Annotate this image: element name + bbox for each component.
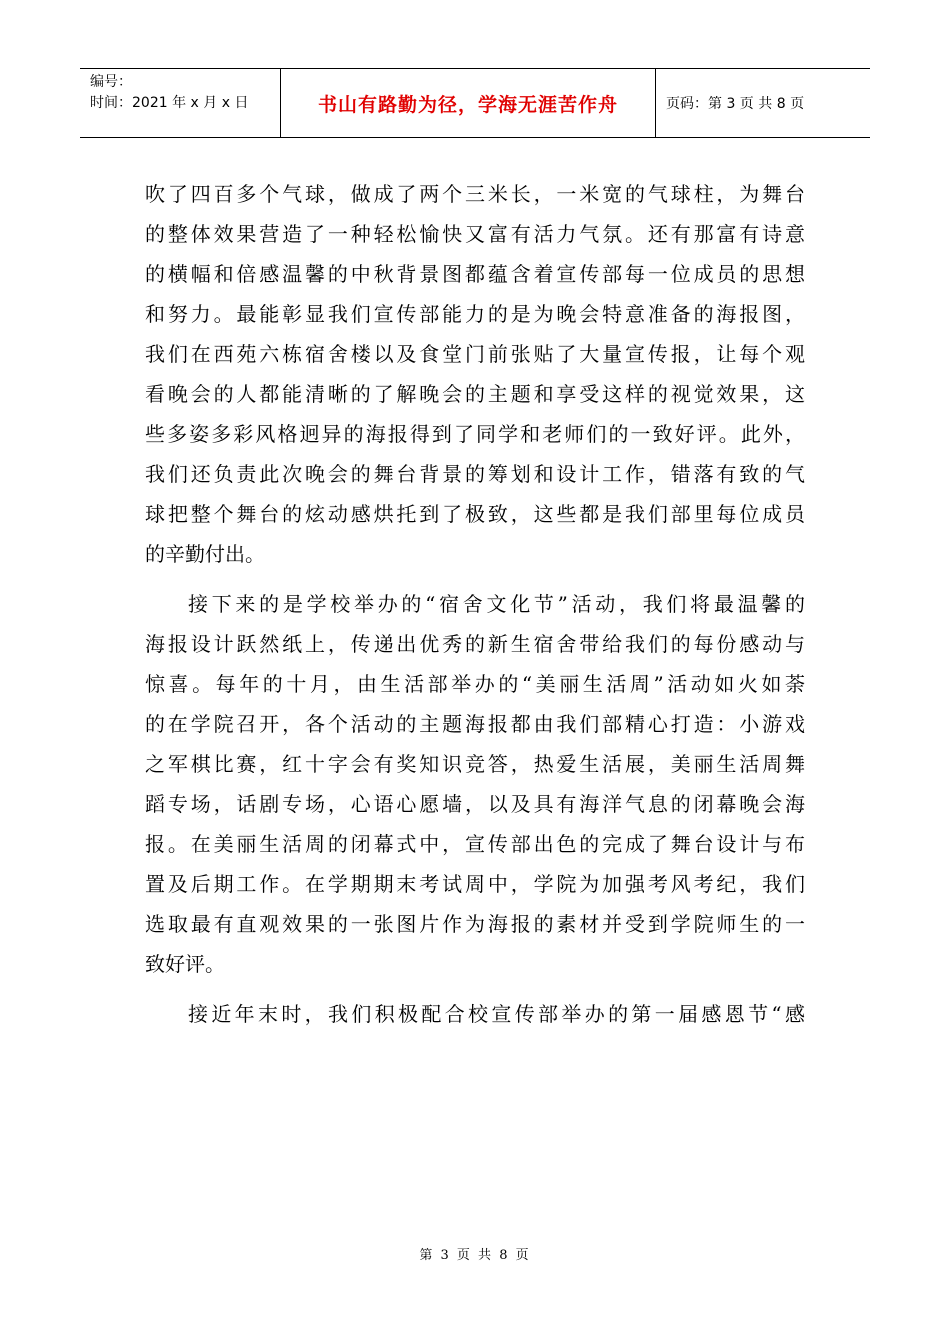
- text-line: 看晚会的人都能清晰的了解晚会的主题和享受这样的视觉效果，这: [145, 382, 805, 406]
- text-line: 和努力。最能彰显我们宣传部能力的是为晚会特意准备的海报图，: [145, 302, 805, 326]
- paragraph: [145, 994, 805, 1034]
- text-line: 接下来的是学校举办的“宿舍文化节”活动，我们将最温馨的: [188, 592, 805, 616]
- text-line: 球把整个舞台的炫动感烘托到了极致，这些都是我们部里每位成员: [145, 502, 805, 526]
- text-line: 之军棋比赛，红十字会有奖知识竞答，热爱生活展，美丽生活周舞: [145, 752, 805, 776]
- text-line: 致好评。: [145, 952, 225, 976]
- text-line: 吹了四百多个气球，做成了两个三米长，一米宽的气球柱，为舞台: [145, 182, 805, 206]
- text-line: 报。在美丽生活周的闭幕式中，宣传部出色的完成了舞台设计与布: [145, 832, 805, 856]
- document-body: [145, 174, 805, 1034]
- page-footer: 第 3 页 共 8 页: [419, 1248, 531, 1263]
- paragraph-gap: [145, 574, 805, 584]
- text-line: 我们在西苑六栋宿舍楼以及食堂门前张贴了大量宣传报，让每个观: [145, 342, 805, 366]
- text-line: 海报设计跃然纸上，传递出优秀的新生宿舍带给我们的每份感动与: [145, 632, 805, 656]
- document-date-label: 时间：2021 年 x 月 x 日: [90, 95, 249, 111]
- text-line: 的辛勤付出。: [145, 542, 265, 566]
- text-line: 的在学院召开，各个活动的主题海报都由我们部精心打造：小游戏: [145, 712, 805, 736]
- header-page-info: 页码：第 3 页 共 8 页: [666, 96, 805, 112]
- text-line: 蹈专场，话剧专场，心语心愿墙，以及具有海洋气息的闭幕晚会海: [145, 792, 805, 816]
- paragraph: [145, 174, 805, 574]
- page-header: [80, 68, 870, 138]
- text-line: 选取最有直观效果的一张图片作为海报的素材并受到学院师生的一: [145, 912, 805, 936]
- document-code-label: 编号：: [90, 74, 132, 90]
- text-line: 的整体效果营造了一种轻松愉快又富有活力气氛。还有那富有诗意: [145, 222, 805, 246]
- text-line: 我们还负责此次晚会的舞台背景的筹划和设计工作，错落有致的气: [145, 462, 805, 486]
- text-line: 的横幅和倍感温馨的中秋背景图都蕴含着宣传部每一位成员的思想: [145, 262, 805, 286]
- text-line: 接近年末时，我们积极配合校宣传部举办的第一届感恩节“感: [188, 1002, 805, 1026]
- text-line: 惊喜。每年的十月，由生活部举办的“美丽生活周”活动如火如荼: [145, 672, 805, 696]
- text-line: 置及后期工作。在学期期末考试周中，学院为加强考风考纪，我们: [145, 872, 805, 896]
- text-line: 些多姿多彩风格迥异的海报得到了同学和老师们的一致好评。此外，: [145, 422, 805, 446]
- paragraph-gap: [145, 984, 805, 994]
- header-meta: [80, 69, 281, 137]
- paragraph: [145, 584, 805, 984]
- header-motto: 书山有路勤为径，学海无涯苦作舟: [281, 69, 656, 137]
